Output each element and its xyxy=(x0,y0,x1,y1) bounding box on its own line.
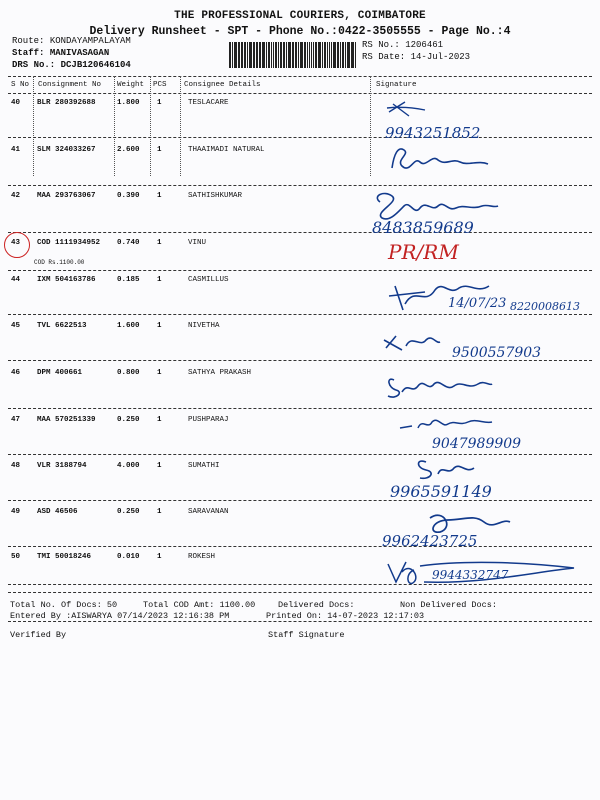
row-sno: 49 xyxy=(11,508,21,516)
row-separator xyxy=(8,546,592,547)
handwritten-phone-42: 8483859689 xyxy=(372,218,474,237)
col-weight-header: Weight xyxy=(117,81,145,89)
row-separator xyxy=(8,454,592,455)
barcode-bar xyxy=(266,42,267,68)
barcode-bar xyxy=(280,42,282,68)
barcode-bar xyxy=(275,42,278,68)
row-weight: 1.800 xyxy=(117,99,140,107)
col-divider xyxy=(150,76,151,176)
barcode-bar xyxy=(295,42,297,68)
barcode-bar xyxy=(347,42,348,68)
barcode-bar xyxy=(238,42,239,68)
handwritten-phone-44: 8220008613 xyxy=(510,300,580,313)
barcode-bar xyxy=(288,42,291,68)
barcode-bar xyxy=(313,42,314,68)
barcode-bar xyxy=(286,42,287,68)
barcode-bar xyxy=(327,42,329,68)
handwritten-phone-40: 9943251852 xyxy=(385,124,481,142)
row-sno: 46 xyxy=(11,369,21,377)
col-divider xyxy=(370,76,371,176)
row-sno: 48 xyxy=(11,462,21,470)
barcode-bar xyxy=(345,42,346,68)
row-pcs: 1 xyxy=(157,369,162,377)
row-weight: 0.185 xyxy=(117,276,140,284)
barcode-bar xyxy=(318,42,321,68)
header-bottom-rule xyxy=(8,93,592,94)
row-pcs: 1 xyxy=(157,462,162,470)
row-consignment-no: COD 1111934952 xyxy=(37,239,101,247)
rs-no-label: RS No.: xyxy=(362,40,400,50)
row-consignee: SARAVANAN xyxy=(188,508,229,516)
row-separator xyxy=(8,185,592,186)
entered-by: Entered By :AISWARYA 07/14/2023 12:16:38 PM xyxy=(10,611,230,621)
handwritten-date-44: 14/07/23 xyxy=(448,296,507,311)
row-consignment-no: VLR 3188794 xyxy=(37,462,87,470)
row-consignee: TESLACARE xyxy=(188,99,229,107)
footer-top-rule xyxy=(8,592,592,593)
row-consignment-no: ASD 46506 xyxy=(37,508,78,516)
row-weight: 0.800 xyxy=(117,369,140,377)
signature-40-scribble xyxy=(385,98,445,122)
signature-41-scribble xyxy=(388,144,498,174)
red-circle-mark xyxy=(4,232,30,258)
signature-47-scribble xyxy=(396,412,496,434)
row-sno: 50 xyxy=(11,553,21,561)
col-sno-header: S No xyxy=(11,81,30,89)
row-consignee: SATHISHKUMAR xyxy=(188,192,243,200)
barcode-bar xyxy=(311,42,312,68)
staff-label: Staff: xyxy=(12,48,45,58)
barcode-bar xyxy=(342,42,344,68)
barcode-bar xyxy=(278,42,279,68)
row-consignee: SATHYA PRAKASH xyxy=(188,369,252,377)
barcode-bar xyxy=(307,42,308,68)
staff-line xyxy=(12,48,109,59)
signature-46-scribble xyxy=(384,372,494,402)
rs-date-line xyxy=(362,52,470,63)
row-consignee: NIVETHA xyxy=(188,322,220,330)
row-weight: 0.010 xyxy=(117,553,140,561)
signature-48-scribble xyxy=(412,456,482,482)
row-sno: 43 xyxy=(11,239,21,247)
runsheet-subtitle: Delivery Runsheet - SPT - Phone No.:0422-3505555 - Page No.:4 xyxy=(89,25,511,38)
barcode-bar xyxy=(324,42,326,68)
barcode-bar xyxy=(292,42,293,68)
row-sno: 44 xyxy=(11,276,21,284)
row-weight: 2.600 xyxy=(117,146,140,154)
barcode-bar xyxy=(268,42,270,68)
barcode-bar xyxy=(351,42,354,68)
barcode-bar xyxy=(331,42,332,68)
handwritten-phone-50: 9944332747 xyxy=(432,568,509,582)
row-weight: 4.000 xyxy=(117,462,140,470)
row-pcs: 1 xyxy=(157,146,162,154)
row-weight: 0.250 xyxy=(117,508,140,516)
route-label: Route: xyxy=(12,36,45,46)
row-separator xyxy=(8,314,592,315)
barcode-bar xyxy=(340,42,341,68)
barcode-bar xyxy=(337,42,339,68)
barcode-bar xyxy=(309,42,311,68)
row-sno: 42 xyxy=(11,192,21,200)
row-consignment-no: TMI 50018246 xyxy=(37,553,92,561)
barcode-bar xyxy=(271,42,272,68)
row-pcs: 1 xyxy=(157,239,162,247)
rs-no-value: 1206461 xyxy=(405,40,444,50)
row-consignment-no: MAA 293763067 xyxy=(37,192,96,200)
barcode-bar xyxy=(329,42,330,68)
handwritten-phone-49: 9962423725 xyxy=(382,532,478,550)
staff-signature: Staff Signature xyxy=(268,630,345,640)
barcode-bar xyxy=(273,42,274,68)
barcode-bar xyxy=(239,42,240,68)
barcode-bar xyxy=(247,42,248,68)
barcode-bar xyxy=(241,42,243,68)
barcode-bar xyxy=(232,42,233,68)
col-consignment-header: Consignment No xyxy=(38,81,102,89)
row-weight: 0.390 xyxy=(117,192,140,200)
row-pcs: 1 xyxy=(157,553,162,561)
row-weight: 0.740 xyxy=(117,239,140,247)
barcode-bar xyxy=(355,42,356,68)
row-sno: 40 xyxy=(11,99,21,107)
barcode-bar xyxy=(315,42,317,68)
row-pcs: 1 xyxy=(157,276,162,284)
delivered-docs: Delivered Docs: xyxy=(278,600,355,610)
row-sno: 45 xyxy=(11,322,21,330)
barcode-bar xyxy=(253,42,255,68)
handwritten-note-43: PR/RM xyxy=(388,240,459,264)
col-signature-header: Signature xyxy=(376,81,417,89)
non-delivered-docs: Non Delivered Docs: xyxy=(400,600,497,610)
row-consignee: PUSHPARAJ xyxy=(188,416,229,424)
barcode-bar xyxy=(293,42,294,68)
handwritten-phone-48: 9965591149 xyxy=(390,482,492,501)
route-line xyxy=(12,36,131,47)
row-separator xyxy=(8,232,592,233)
row-sno: 47 xyxy=(11,416,21,424)
drs-line xyxy=(12,60,131,71)
barcode-bar xyxy=(262,42,265,68)
row-separator xyxy=(8,500,592,501)
barcode-bar xyxy=(234,42,237,68)
row-pcs: 1 xyxy=(157,322,162,330)
row-weight: 1.600 xyxy=(117,322,140,330)
row-pcs: 1 xyxy=(157,416,162,424)
row-consignment-no: MAA 570251339 xyxy=(37,416,96,424)
row-consignment-no: DPM 400661 xyxy=(37,369,83,377)
barcode-bar xyxy=(304,42,306,68)
row-consignment-no: IXM 504163786 xyxy=(37,276,96,284)
barcode-bar xyxy=(257,42,258,68)
barcode-bar xyxy=(259,42,261,68)
barcode-bar xyxy=(322,42,323,68)
drs-value: DCJB120646104 xyxy=(60,60,131,70)
rs-date-label: RS Date: xyxy=(362,52,406,62)
footer-bottom-rule xyxy=(8,621,592,622)
row-pcs: 1 xyxy=(157,508,162,516)
col-divider xyxy=(114,76,115,176)
row-separator xyxy=(8,270,592,271)
row-cod-amount: COD Rs.1100.00 xyxy=(34,259,85,266)
header-top-rule xyxy=(8,76,592,77)
row-consignee: SUMATHI xyxy=(188,462,220,470)
row-pcs: 1 xyxy=(157,99,162,107)
row-pcs: 1 xyxy=(157,192,162,200)
col-consignee-header: Consignee Details xyxy=(184,81,261,89)
row-consignment-no: BLR 280392688 xyxy=(37,99,96,107)
row-separator xyxy=(8,408,592,409)
drs-label: DRS No.: xyxy=(12,60,56,70)
rs-no-line xyxy=(362,40,443,51)
barcode-bar xyxy=(249,42,252,68)
barcode-bar xyxy=(298,42,299,68)
row-consignee: VINU xyxy=(188,239,207,247)
row-weight: 0.250 xyxy=(117,416,140,424)
handwritten-phone-45: 9500557903 xyxy=(452,345,542,361)
handwritten-phone-47: 9047989909 xyxy=(432,436,522,452)
rs-date-value: 14-Jul-2023 xyxy=(410,52,471,62)
row-consignment-no: TVL 6622513 xyxy=(37,322,87,330)
drs-barcode xyxy=(229,42,357,68)
barcode-bar xyxy=(300,42,303,68)
row-consignee: THAAIMADI NATURAL xyxy=(188,146,265,154)
row-consignee: CASMILLUS xyxy=(188,276,229,284)
barcode-bar xyxy=(229,42,231,68)
staff-value: MANIVASAGAN xyxy=(49,48,110,58)
signature-45-scribble xyxy=(382,328,442,356)
col-divider xyxy=(33,76,34,176)
total-cod: Total COD Amt: 1100.00 xyxy=(143,600,256,610)
company-title: THE PROFESSIONAL COURIERS, COIMBATORE xyxy=(174,10,426,22)
row-consignment-no: SLM 324033267 xyxy=(37,146,96,154)
barcode-bar xyxy=(244,42,246,68)
row-sno: 41 xyxy=(11,146,21,154)
barcode-bar xyxy=(283,42,285,68)
verified-by: Verified By xyxy=(10,630,67,640)
row-consignee: ROKESH xyxy=(188,553,216,561)
barcode-bar xyxy=(348,42,350,68)
col-divider xyxy=(180,76,181,176)
row-separator xyxy=(8,137,592,138)
barcode-bar xyxy=(333,42,336,68)
route-value: KONDAYAMPALAYAM xyxy=(49,36,131,46)
col-pcs-header: PCS xyxy=(153,81,167,89)
printed-on: Printed On: 14-07-2023 12:17:03 xyxy=(266,611,425,621)
barcode-bar xyxy=(256,42,257,68)
total-docs: Total No. Of Docs: 50 xyxy=(10,600,118,610)
